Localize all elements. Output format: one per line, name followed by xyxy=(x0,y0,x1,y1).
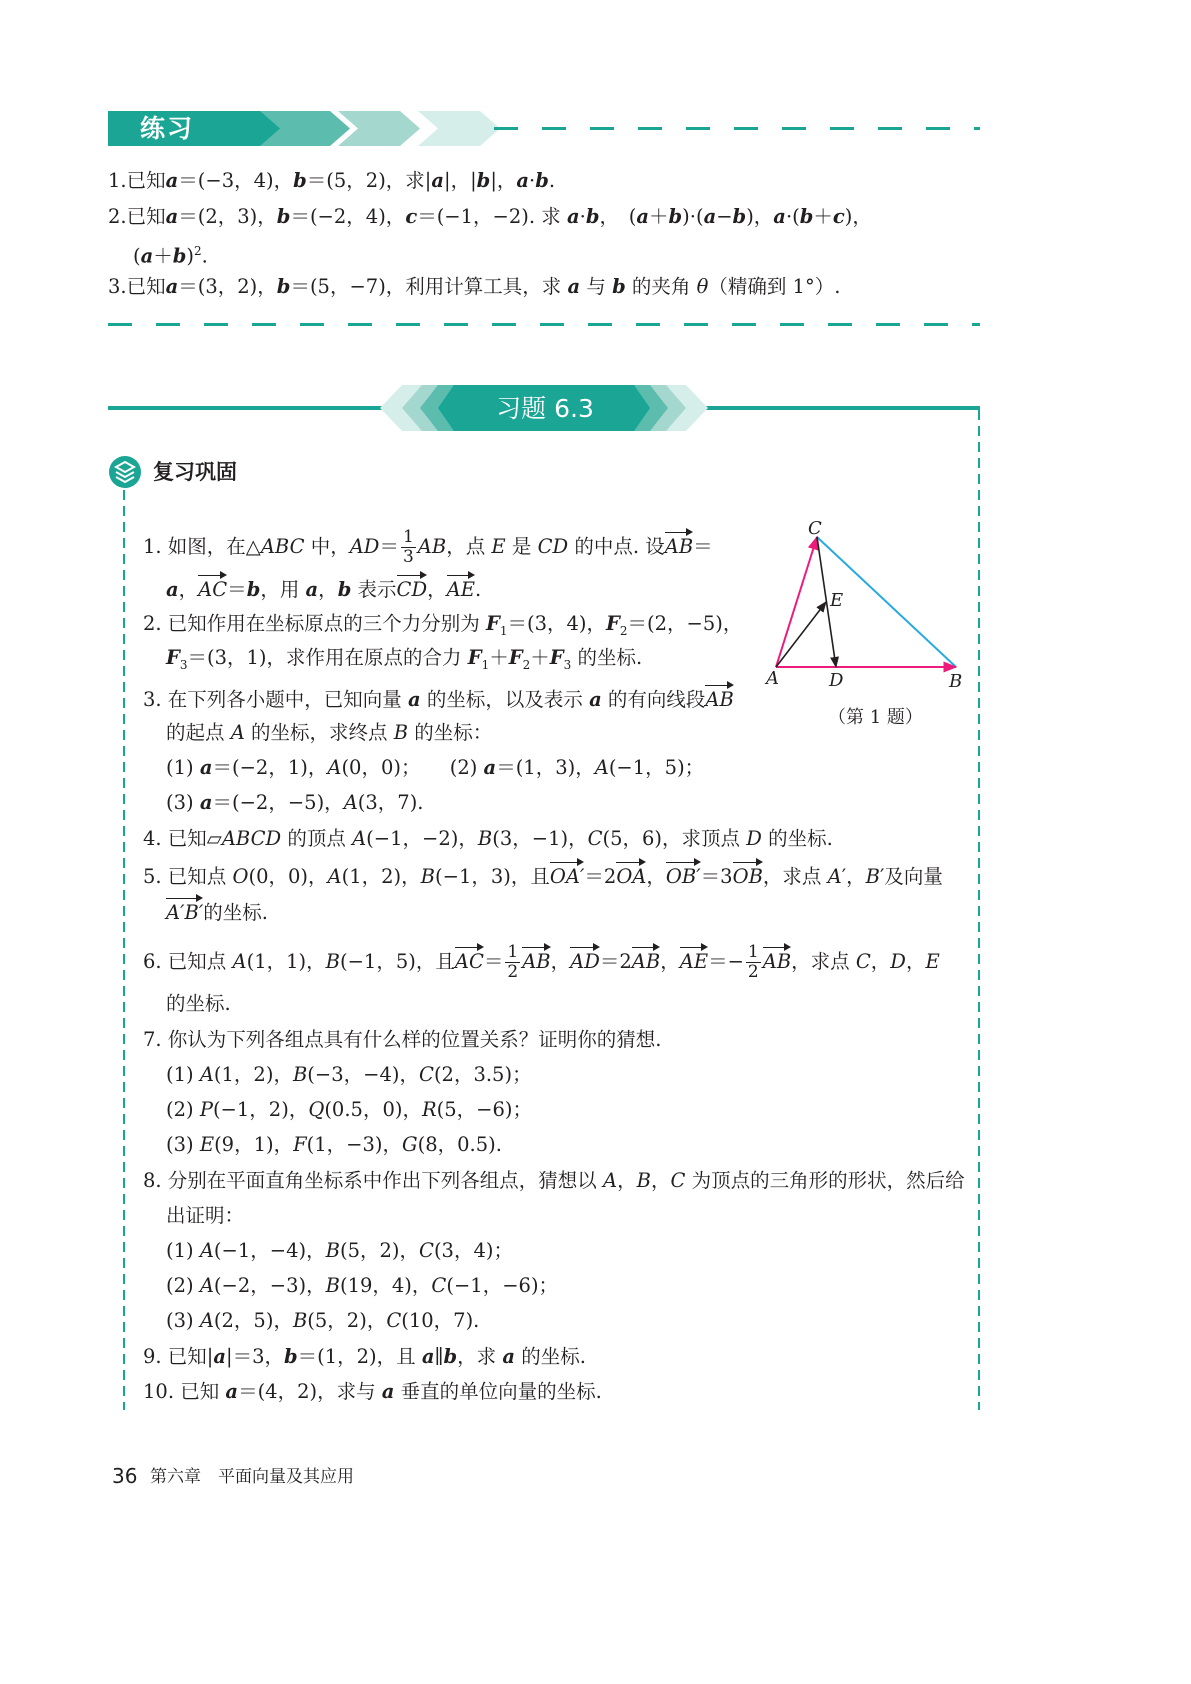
item-lead: 已知 xyxy=(126,205,166,228)
practice-item-3: 3.已知a＝(3，2)，b＝(5，−7)，利用计算工具，求 a 与 b 的夹角 θ（精确到 1°）. xyxy=(108,275,841,298)
exercise-item-2: 2. 已知作用在坐标原点的三个力分别为 $F_1=(3$，4)，$F_2=(2$，−5)， xyxy=(143,612,743,638)
practice-bottom-dashed-rule xyxy=(108,323,980,326)
label-e: E xyxy=(830,590,844,611)
exercise-item-5-cont: A′B′的坐标. xyxy=(166,897,268,926)
exercise-item-8-sub-2: (2) A(−2，−3)，B(19，4)，C(−1，−6)； xyxy=(166,1274,559,1297)
exercise-title: 习题 6.3 xyxy=(496,394,594,423)
practice-item-2-cont: $(a+b)^2$. xyxy=(133,244,208,268)
exercise-item-4: 4. 已知▱ABCD 的顶点 A(−1，−2)，B(3，−1)，C(5，6)，求顶点 D 的坐标. xyxy=(143,827,833,850)
practice-title: 练习 xyxy=(140,114,195,143)
item-lead: 已知 xyxy=(126,275,166,298)
exercise-item-3-cont: 的起点 A 的坐标，求终点 B 的坐标： xyxy=(166,721,493,744)
exercise-rule-right xyxy=(690,406,980,410)
exercise-right-dashed-border xyxy=(978,410,980,1410)
item-number: 3. xyxy=(108,275,127,298)
practice-top-dashed-rule xyxy=(494,127,980,130)
triangle-figure xyxy=(760,515,975,695)
exercise-item-7-sub-1: (1) A(1，2)，B(−3，−4)，C(2，3.5)； xyxy=(166,1063,532,1086)
item-number: 2. xyxy=(108,205,127,228)
section-heading: 复习巩固 xyxy=(153,460,237,484)
vector-ae xyxy=(776,602,826,667)
label-d: D xyxy=(829,670,844,691)
exercise-item-2-cont: $F_3=(3$，1)，求作用在原点的合力 $F_1+F_2+F_3$ 的坐标. xyxy=(166,646,643,672)
exercise-item-8-sub-3: (3) A(2，5)，B(5，2)，C(10，7). xyxy=(166,1309,480,1332)
chapter-title: 第六章 平面向量及其应用 xyxy=(150,1467,354,1487)
exercise-item-8: 8. 分别在平面直角坐标系中作出下列各组点，猜想以 A，B，C 为顶点的三角形的形状，然后给 xyxy=(143,1169,965,1192)
practice-item-2: 2.已知a＝(2，3)，b＝(−2，4)，c＝(−1，−2). 求 a·b， (a＋b)·(a−b)，a·(b＋c)， xyxy=(108,205,872,228)
exercise-item-8-sub-1: (1) A(−1，−4)，B(5，2)，C(3，4)； xyxy=(166,1239,513,1262)
exercise-item-10: 10. 已知 a＝(4，2)，求与 a 垂直的单位向量的坐标. xyxy=(143,1380,602,1403)
exercise-item-3: 3. 在下列各小题中，已知向量 a 的坐标，以及表示 a 的有向线段AB xyxy=(143,684,734,713)
label-c: C xyxy=(808,518,822,539)
exercise-item-7-sub-2: (2) P(−1，2)，Q(0.5，0)，R(5，−6)； xyxy=(166,1098,533,1121)
practice-item-1: 1.已知a＝(−3，4)，b＝(5，2)，求|a|，|b|，a·b. xyxy=(108,169,556,192)
exercise-item-1-cont: a，AC＝b，用 a，b 表示CD，AE. xyxy=(166,574,481,603)
exercise-item-1: 1. 如图，在△ABC 中，AD＝ $\frac{1}{3}$ AB，点 E 是 CD 的中点. 设AB＝ xyxy=(143,527,713,567)
exercise-left-dashed-border xyxy=(123,490,125,1410)
page-number: 36 xyxy=(112,1464,138,1488)
exercise-item-7: 7. 你认为下列各组点具有什么样的位置关系？证明你的猜想. xyxy=(143,1028,662,1051)
exercise-item-6-cont: 的坐标. xyxy=(166,992,231,1015)
exercise-item-7-sub-3: (3) E(9，1)，F(1，−3)，G(8，0.5). xyxy=(166,1133,502,1156)
label-b: B xyxy=(949,671,963,692)
exercise-rule-left xyxy=(108,406,398,410)
figure-caption: （第 1 题） xyxy=(828,707,923,728)
exercise-item-3-sub-3: (3) a＝(−2，−5)，A(3，7). xyxy=(166,791,424,814)
exercise-item-8-cont: 出证明： xyxy=(166,1204,245,1227)
label-a: A xyxy=(766,668,779,689)
exercise-item-6: 6. 已知点 A(1，1)，B(−1，5)，且AC＝ $\frac{1}{2}$ AB，AD＝2AB，AE＝− $\frac{1}{2}$ AB，求点 C，D，E xyxy=(143,942,940,982)
layers-icon xyxy=(108,455,142,489)
item-number: 1. xyxy=(108,169,127,192)
item-lead: 已知 xyxy=(126,169,166,192)
exercise-item-9: 9. 已知|a|＝3，b＝(1，2)，且 a∥b，求 a 的坐标. xyxy=(143,1345,586,1368)
exercise-item-3-sub-1-2: (1) a＝(−2，1)，A(0，0)； (2) a＝(1，3)，A(−1，5)； xyxy=(166,756,705,779)
exercise-item-5: 5. 已知点 O(0，0)，A(1，2)，B(−1，3)，且OA′＝2OA，OB′＝3OB，求点 A′，B′及向量 xyxy=(143,861,943,890)
vector-ac xyxy=(776,537,817,667)
